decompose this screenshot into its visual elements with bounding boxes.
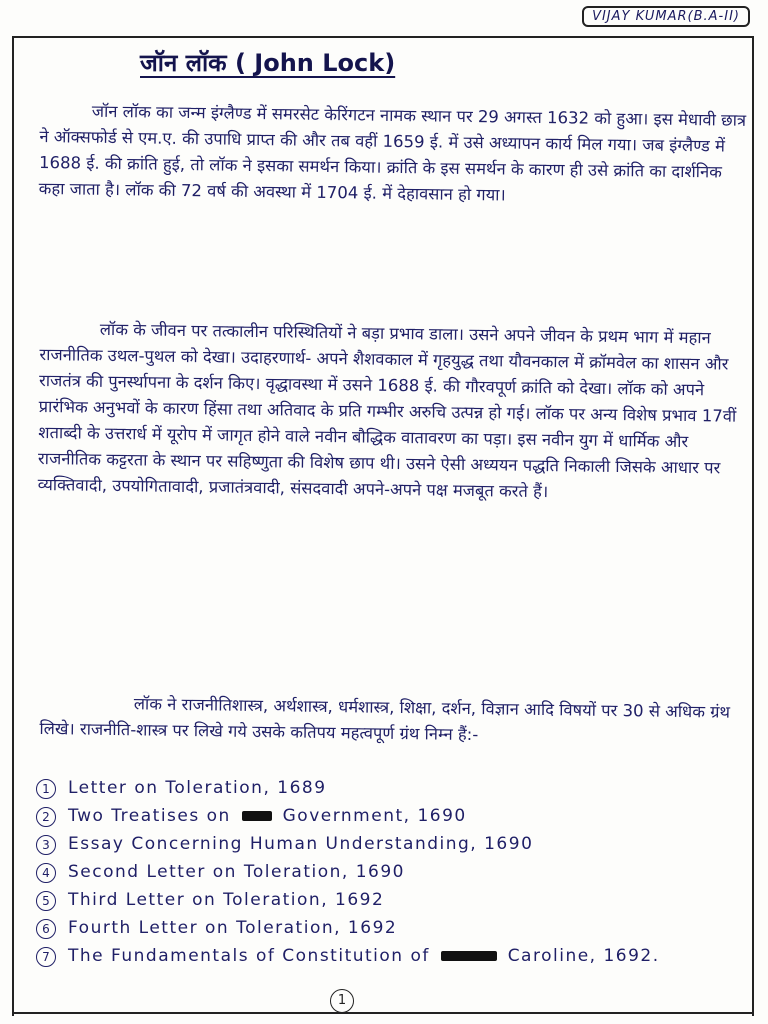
page-number: 1 bbox=[330, 989, 354, 1013]
book-title: Second Letter on Toleration, 1690 bbox=[68, 862, 405, 882]
list-item bbox=[34, 886, 754, 914]
book-title: Letter on Toleration, 1689 bbox=[68, 778, 327, 798]
paragraph-works-intro: लॉक ने राजनीतिशास्त्र, अर्थशास्त्र, धर्मशास्त्र, शिक्षा, दर्शन, विज्ञान आदि विषयों पर 30 से अधिक ग्रंथ लिखे। राजनीति-शास्त्र पर लिखे गये उसके कतिपय महत्वपूर्ण ग्रंथ निम्न हैं:- bbox=[39, 694, 731, 745]
book-title-end: Caroline, 1692. bbox=[507, 946, 660, 966]
book-title: Third Letter on Toleration, 1692 bbox=[68, 890, 385, 910]
list-item bbox=[34, 774, 754, 802]
list-number: 6 bbox=[36, 919, 56, 939]
author-label: VIJAY KUMAR(B.A-II) bbox=[582, 6, 750, 27]
list-number: 2 bbox=[36, 807, 56, 827]
paragraph-biography: जॉन लॉक का जन्म इंग्लैण्ड में समरसेट केरिंगटन नामक स्थान पर 29 अगस्त 1632 को हुआ। इस मेधावी छात्र ने ऑक्सफोर्ड से एम.ए. की उपाधि प्राप्त की और तब वहीं 1659 ई. में उसे अध्यापन कार्य मिल गया। जब इंग्लैण्ड में 1688 ई. की क्रांति हुई, तो लॉक ने इसका समर्थन किया। क्रांति के इस समर्थन के कारण ही उसे क्रांति का दार्शनिक कहा जाता है। लॉक की 72 वर्ष की अवस्था में 1704 ई. में देहावसान हो गया। bbox=[38, 101, 747, 205]
list-item bbox=[34, 830, 754, 858]
book-title: Two Treatises on bbox=[68, 806, 231, 826]
book-title-end: Government, 1690 bbox=[282, 806, 467, 826]
list-number: 3 bbox=[36, 835, 56, 855]
page-bottom-rule bbox=[12, 1012, 754, 1014]
book-title: Fourth Letter on Toleration, 1692 bbox=[68, 918, 398, 938]
redaction-mark bbox=[242, 811, 272, 821]
list-item bbox=[34, 802, 754, 830]
paragraph-influences: लॉक के जीवन पर तत्कालीन परिस्थितियों ने बड़ा प्रभाव डाला। उसने अपने जीवन के प्रथम भाग में महान राजनीतिक उथल-पुथल को देखा। उदाहरणार्थ- अपने शैशवकाल में गृहयुद्ध तथा यौवनकाल में क्रॉमवेल का शासन और राजतंत्र की पुनर्स्थापना के दर्शन किए। वृद्धावस्था में उसने 1688 ई. की गौरवपूर्ण क्रांति को देखा। लॉक को अपने प्रारंभिक अनुभवों के कारण हिंसा तथा अतिवाद के प्रति गम्भीर अरुचि उत्पन्न हो गई। लॉक पर अन्य विशेष प्रभाव 17वीं शताब्दी के उत्तरार्ध में यूरोप में जागृत होने वाले नवीन बौद्धिक वातावरण का पड़ा। इस नवीन युग में धार्मिक और राजनीतिक कट्टरता के स्थान पर सहिष्णुता की विशेष छाप थी। उसने ऐसी अध्ययन पद्धति निकाली जिसके आधार पर व्यक्तिवादी, उपयोगितावादी, प्रजातंत्रवादी, संसदवादी अपने-अपने पक्ष मजबूत करते हैं। bbox=[37, 319, 737, 502]
page-left-rule bbox=[12, 36, 14, 1016]
page-title: जॉन लॉक ( John Lock) bbox=[140, 49, 396, 77]
book-list bbox=[34, 774, 754, 970]
redaction-mark bbox=[441, 951, 497, 961]
list-number: 1 bbox=[36, 779, 56, 799]
book-title: Essay Concerning Human Understanding, 1690 bbox=[68, 834, 534, 854]
list-number: 4 bbox=[36, 863, 56, 883]
list-item bbox=[34, 942, 754, 970]
list-number: 7 bbox=[36, 947, 56, 967]
list-item bbox=[34, 914, 754, 942]
book-title: The Fundamentals of Constitution of bbox=[68, 946, 430, 966]
list-number: 5 bbox=[36, 891, 56, 911]
list-item bbox=[34, 858, 754, 886]
page-top-rule bbox=[14, 36, 754, 38]
